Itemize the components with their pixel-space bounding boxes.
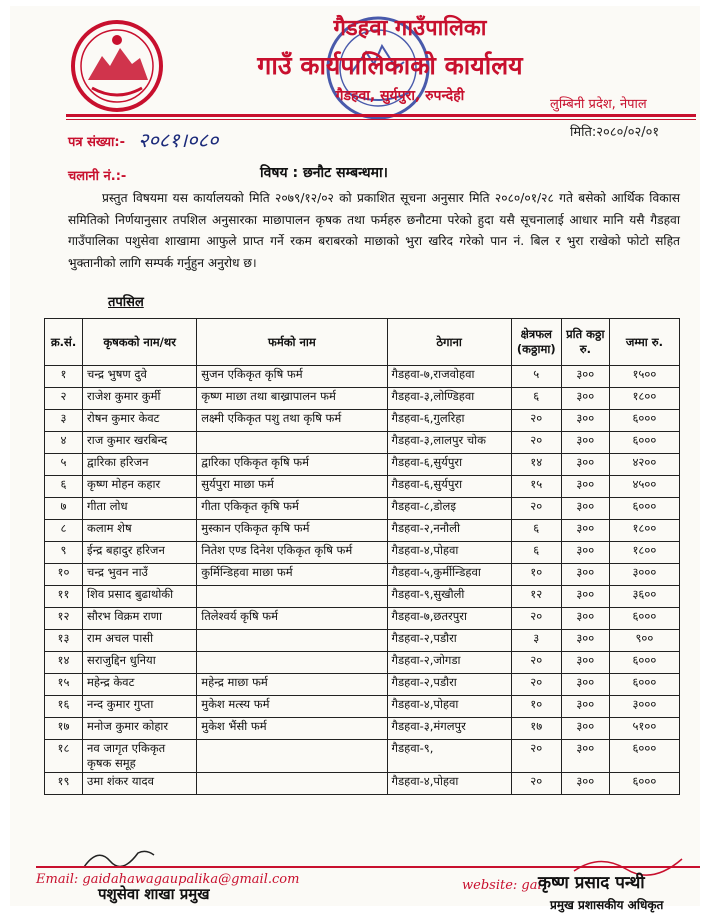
table-cell: ३०० [561,608,609,630]
table-cell: गैडहवा-८,डोलइ [387,498,511,520]
footer-email: Email: gaidahawagaupalika@gmail.com [36,872,300,887]
table-cell: शिव प्रसाद बुढाथोकी [83,586,197,608]
table-cell: सौरभ विक्रम राणा [83,608,197,630]
table-cell: १ [45,366,83,388]
table-cell: सराजुद्दिन धुनिया [83,652,197,674]
table-cell: नन्द कुमार गुप्ता [83,696,197,718]
table-row [45,498,680,520]
table-cell: गैडहवा-९, [387,740,511,773]
table-cell: गैडहवा-७,छतरपुरा [387,608,511,630]
table-cell: ३०० [561,476,609,498]
table-row [45,740,680,773]
table-cell: १६ [45,696,83,718]
footer-website: website: gai [462,878,542,893]
table-row [45,674,680,696]
table-row [45,696,680,718]
letter-date: मिति:२०८०/०२/०१ [570,125,660,140]
table-cell: ३०० [561,740,609,773]
table-cell: ३०० [561,366,609,388]
table-cell: ३०० [561,498,609,520]
table-cell: २० [511,674,561,696]
table-cell: १४ [511,454,561,476]
table-cell: १७ [45,718,83,740]
table-cell: ३०० [561,773,609,795]
table-row [45,630,680,652]
table-cell: ९०० [609,630,679,652]
table-row [45,432,680,454]
header-cell: जम्मा रु. [609,319,679,366]
province-name: लुम्बिनी प्रदेश, नेपाल [550,97,647,112]
table-cell: १४ [45,652,83,674]
table-cell: गैडहवा-२,पडौरा [387,674,511,696]
table-cell: गैडहवा-७,राजवोहवा [387,366,511,388]
header-cell: क्र.सं. [45,319,83,366]
table-cell: ३०० [561,630,609,652]
table-cell: ३०० [561,586,609,608]
table-cell: ३०० [561,542,609,564]
table-cell: महेन्द्र केवट [83,674,197,696]
table-cell: १८०० [609,388,679,410]
table-cell: द्वारिका हरिजन [83,454,197,476]
table-cell: २० [511,652,561,674]
office-address: गैडहवा, सुर्यपुरा, रुपन्देही [335,88,465,104]
table-cell: ६००० [609,608,679,630]
table-cell: १८ [45,740,83,773]
nepal-emblem-icon [70,18,164,114]
table-cell [197,652,387,674]
table-cell: १० [45,564,83,586]
table-cell: ४५०० [609,476,679,498]
table-cell: १९ [45,773,83,795]
table-cell: ६००० [609,498,679,520]
table-cell: ४२०० [609,454,679,476]
header-cell: क्षेत्रफल (कठ्ठामा) [511,319,561,366]
table-cell: गैडहवा-३,लोण्डिहवा [387,388,511,410]
table-header-row [45,319,680,366]
table-cell: नव जागृत एकिकृत कृषक समूह [83,740,197,773]
table-cell: २० [511,608,561,630]
municipality-name: गैडहवा गाउँपालिका [333,16,487,41]
table-cell: १५०० [609,366,679,388]
table-cell [197,630,387,652]
table-cell: ३०० [561,454,609,476]
table-cell: मनोज कुमार कोहार [83,718,197,740]
table-cell [197,586,387,608]
table-cell: १२ [511,586,561,608]
table-row [45,652,680,674]
table-cell: तिलेश्वर्य कृषि फर्म [197,608,387,630]
table-cell: लक्ष्मी एकिकृत पशु तथा कृषि फर्म [197,410,387,432]
table-cell: ७ [45,498,83,520]
table-cell: ३०० [561,432,609,454]
table-cell: गैडहवा-६,गुलरिहा [387,410,511,432]
table-cell: मुकेश मत्स्य फर्म [197,696,387,718]
table-row [45,718,680,740]
table-cell: ६००० [609,652,679,674]
table-row [45,366,680,388]
office-name: गाउँ कार्यपालिकाको कार्यालय [257,51,523,80]
table-cell: ईन्द्र बहादुर हरिजन [83,542,197,564]
table-cell: २० [511,432,561,454]
patra-sankhya-label: पत्र संख्या:- [68,135,125,150]
table-cell: ३०० [561,696,609,718]
table-cell: ३ [45,410,83,432]
table-cell: २० [511,410,561,432]
table-cell: महेन्द्र माछा फर्म [197,674,387,696]
table-row [45,410,680,432]
table-row [45,608,680,630]
letter-body: प्रस्तुत विषयमा यस कार्यालयको मिति २०७९/१२/०२ को प्रकाशित सूचना अनुसार मिति २०८०/०१/२८ गते बसेको आर्थिक विकास समितिको निर्णयानुसार तपशिल अनुसारका माछापालन कृषक तथा फर्महरु छनौटमा परेको हुदा यसै सूचनालाई आधार मानि यसै गैडहवा गाउँपालिका पशुसेवा शाखामा आफुले प्राप्त गर्ने रकम बराबरको माछाको भुरा खरिद गरेको पान नं. बिल र भुरा राखेको फोटो सहित भुक्तानीको लागि सम्पर्क गर्नुहुन अनुरोध छ। [68,191,680,270]
table-cell: ३०० [561,520,609,542]
footer-rule [36,866,700,868]
table-cell: ३ [511,630,561,652]
table-cell: १७ [511,718,561,740]
table-cell: कृष्ण माछा तथा बाख्रापालन फर्म [197,388,387,410]
table-cell: गैडहवा-३,लालपुर चोक [387,432,511,454]
table-cell: राम अचल पासी [83,630,197,652]
table-cell: द्वारिका एकिकृत कृषि फर्म [197,454,387,476]
table-cell: गैडहवा-२,ननौली [387,520,511,542]
table-row [45,388,680,410]
table-cell: कलाम शेष [83,520,197,542]
table-cell: ६ [511,542,561,564]
table-cell: मुस्कान एकिकृत कृषि फर्म [197,520,387,542]
signature-scribble-left-icon [80,841,160,875]
table-cell: गीता एकिकृत कृषि फर्म [197,498,387,520]
right-signatory-name: कृष्ण प्रसाद पन्थी [538,873,645,893]
table-cell: सुर्यपुरा माछा फर्म [197,476,387,498]
table-cell: गैडहवा-५,कुर्मीन्डिहवा [387,564,511,586]
table-cell: ६ [511,520,561,542]
table-cell [197,740,387,773]
table-row [45,542,680,564]
chalani-label: चलानी नं.:- [68,169,127,184]
table-cell: १८०० [609,520,679,542]
table-cell: गैडहवा-३,मंगलपुर [387,718,511,740]
farmer-table [44,318,680,795]
table-cell: ३०० [561,410,609,432]
letterhead-rule-thin [66,119,696,120]
table-cell: ३६०० [609,586,679,608]
table-cell: ३००० [609,564,679,586]
letter-subject: विषय : छनौट सम्बन्धमा। [260,165,388,181]
table-cell: ६ [511,388,561,410]
table-cell: ४ [45,432,83,454]
table-cell: गैडहवा-४,पोहवा [387,773,511,795]
table-cell: १० [511,564,561,586]
table-row [45,586,680,608]
table-cell: चन्द्र भुवन नाउँ [83,564,197,586]
table-cell: ३०० [561,674,609,696]
table-cell: ६००० [609,773,679,795]
table-cell: ३०० [561,718,609,740]
tapasil-heading: तपसिल [108,295,144,310]
table-cell: सुजन एकिकृत कृषि फर्म [197,366,387,388]
table-cell: गीता लोध [83,498,197,520]
table-row [45,773,680,795]
table-cell: ११ [45,586,83,608]
header-cell: प्रति कठ्ठा रु. [561,319,609,366]
table-cell: ३०० [561,652,609,674]
letterhead-rule [66,114,696,117]
table-cell: गैडहवा-२,पडौरा [387,630,511,652]
table-cell: ६ [45,476,83,498]
table-cell: १२ [45,608,83,630]
right-signatory-title: प्रमुख प्रशासकीय अधिकृत [550,898,664,912]
table-cell: गैडहवा-६,सुर्यपुरा [387,454,511,476]
header-cell: ठेगाना [387,319,511,366]
table-cell: मुकेश भैंसी फर्म [197,718,387,740]
table-row [45,564,680,586]
table-cell: ३००० [609,696,679,718]
table-cell: २० [511,773,561,795]
table-cell: गैडहवा-४,पोहवा [387,542,511,564]
table-cell: ६००० [609,740,679,773]
table-cell: गैडहवा-४,पोहवा [387,696,511,718]
table-cell: राजेश कुमार कुर्मी [83,388,197,410]
table-cell: १८०० [609,542,679,564]
left-signatory: पशुसेवा शाखा प्रमुख [98,885,210,903]
patra-sankhya-value: २०८१।०८० [138,128,219,152]
table-cell: राज कुमार खरबिन्द [83,432,197,454]
table-cell [197,773,387,795]
table-cell: ५ [511,366,561,388]
header-cell: फर्मको नाम [197,319,387,366]
table-cell: ६००० [609,410,679,432]
table-cell: नितेश एण्ड दिनेश एकिकृत कृषि फर्म [197,542,387,564]
table-cell: १० [511,696,561,718]
table-cell: उमा शंकर यादव [83,773,197,795]
table-cell: १५ [511,476,561,498]
table-cell: २ [45,388,83,410]
table-cell: ५ [45,454,83,476]
table-cell: कुर्मिन्डिहवा माछा फर्म [197,564,387,586]
table-cell: २० [511,498,561,520]
table-cell: रोषन कुमार केवट [83,410,197,432]
table-cell: ३०० [561,388,609,410]
table-row [45,520,680,542]
table-cell: गैडहवा-२,जोगडा [387,652,511,674]
table-cell: १३ [45,630,83,652]
table-cell: चन्द्र भुषण दुवे [83,366,197,388]
table-cell: गैडहवा-६,सुर्यपुरा [387,476,511,498]
table-cell: ३०० [561,564,609,586]
table-cell: २० [511,740,561,773]
table-cell: ६००० [609,432,679,454]
table-cell: गैडहवा-९,सुखौली [387,586,511,608]
table-cell [197,432,387,454]
table-cell: ६००० [609,674,679,696]
table-cell: १५ [45,674,83,696]
header-cell: कृषकको नाम/थर [83,319,197,366]
table-cell: ९ [45,542,83,564]
table-cell: कृष्ण मोहन कहार [83,476,197,498]
table-row [45,476,680,498]
table-cell: ८ [45,520,83,542]
table-row [45,454,680,476]
letter-page [10,6,700,912]
table-cell: ५१०० [609,718,679,740]
